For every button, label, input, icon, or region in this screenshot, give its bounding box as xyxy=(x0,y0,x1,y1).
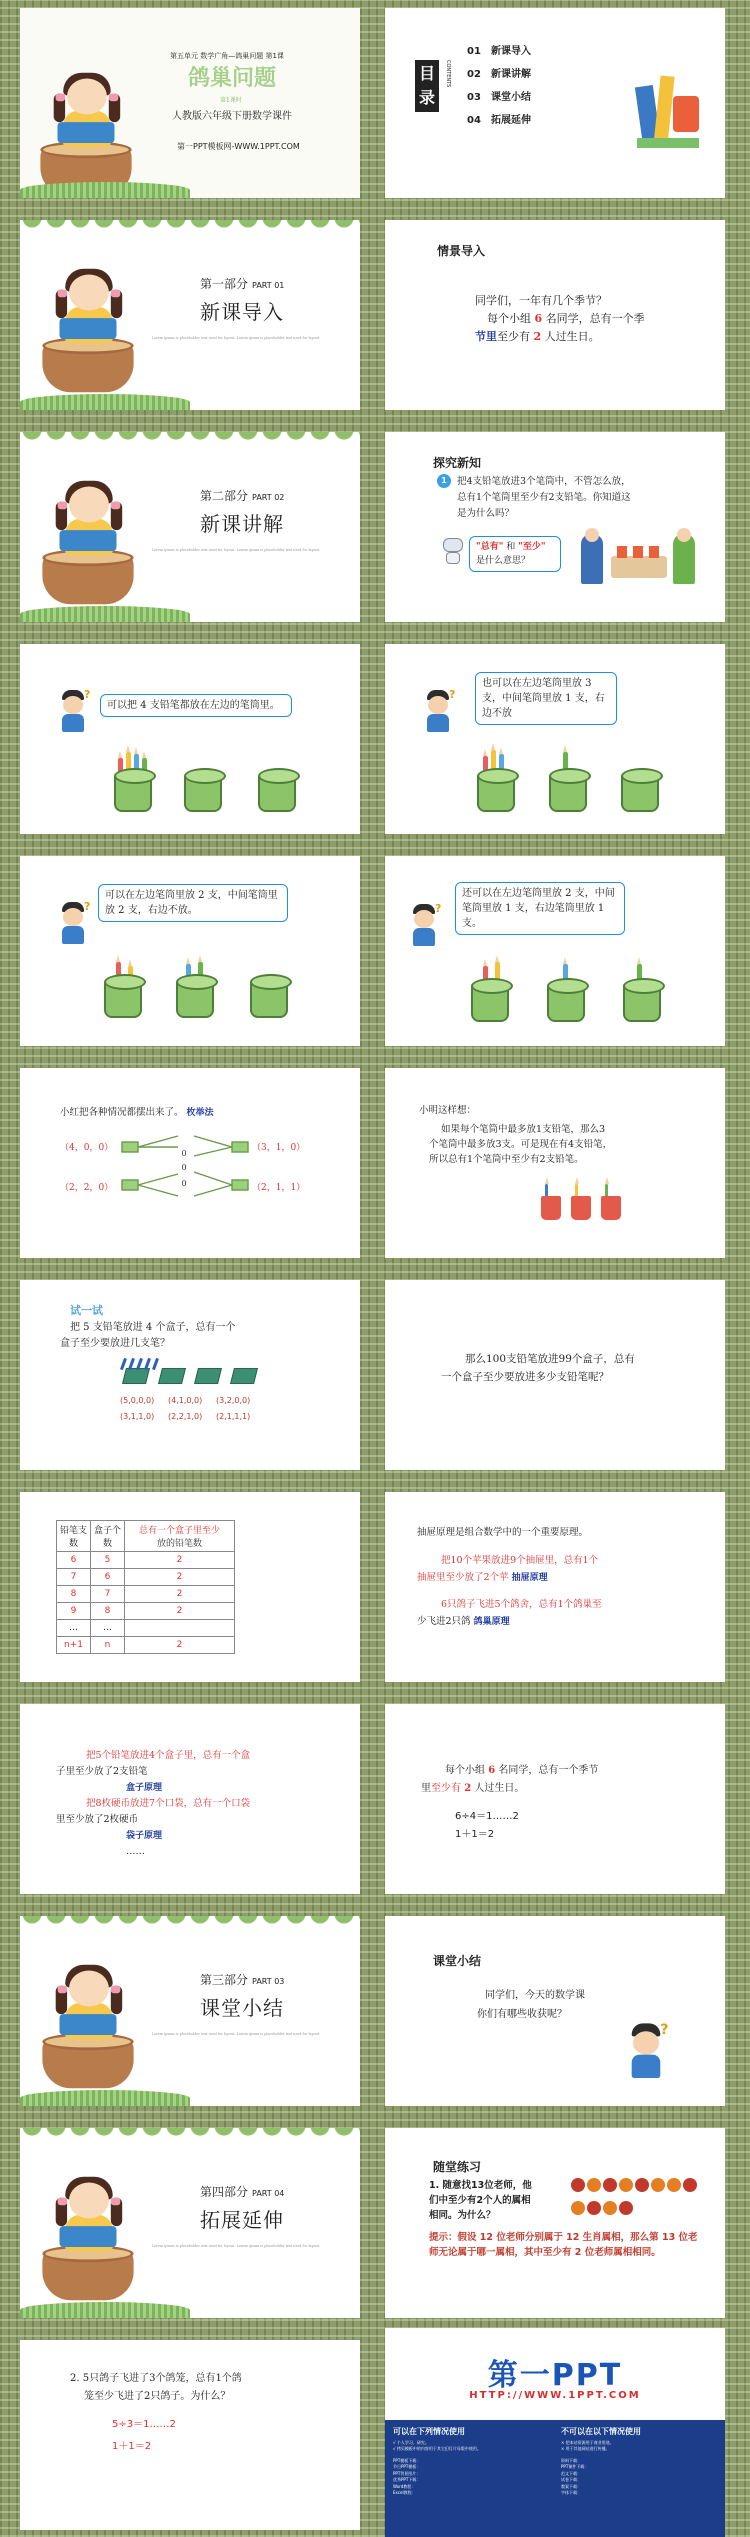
speech-bubble: 可以把 4 支铅笔都放在左边的笔筒里。 xyxy=(100,694,292,717)
speech-bubble: 也可以在左边笔筒里放 3 支，中间笔筒里放 1 支，右边不放 xyxy=(475,672,617,725)
link-item[interactable]: 字体下载： xyxy=(561,2490,581,2496)
zero-label: 0 xyxy=(181,1179,187,1188)
toc-item-4[interactable]: 04 拓展延伸 xyxy=(467,115,531,126)
usage-panel xyxy=(385,2420,725,2537)
table-row: n+1 n 2 xyxy=(57,1637,235,1654)
table-row: 6 5 2 xyxy=(57,1552,235,1569)
slide-try-it[interactable] xyxy=(20,1280,360,1470)
contents-heading xyxy=(415,60,439,112)
enumeration-diagram xyxy=(116,1132,256,1202)
link-item[interactable]: PPT课件下载： xyxy=(561,2464,589,2470)
formula-2: 1＋1＝2 xyxy=(112,2441,152,2452)
slide-case-220[interactable] xyxy=(20,856,360,1046)
slide-cover[interactable] xyxy=(20,8,360,198)
section-part-label: 第一部分 PART 01 xyxy=(200,277,285,291)
pencil-cup-middle xyxy=(184,774,222,812)
zero-label: 0 xyxy=(181,1149,187,1158)
table-row: … … xyxy=(57,1620,235,1637)
forbidden-list: × 把本站资源用于商业用途。 × 用于其他网站进行传播。 xyxy=(561,2440,614,2451)
formula-1: 5÷3＝1……2 xyxy=(112,2419,176,2430)
slide-summary[interactable] xyxy=(385,1916,725,2106)
slide-case-310[interactable] xyxy=(385,644,725,834)
boy-thinking-icon: ? xyxy=(56,902,90,946)
case-3-1-0: （3，1，0） xyxy=(252,1143,306,1153)
link-item[interactable]: Excel教程： xyxy=(393,2490,416,2496)
slide-drawer-principle[interactable] xyxy=(385,1492,725,1682)
section-part-label: 第三部分 PART 03 xyxy=(200,1973,285,1987)
table-row: 7 6 2 xyxy=(57,1569,235,1586)
scallop-decoration xyxy=(20,2128,360,2142)
summary-question: 同学们，今天的数学课 你们有哪些收获呢？ xyxy=(477,1990,585,2020)
slide-xiaoming[interactable] xyxy=(385,1068,725,1258)
scallop-decoration xyxy=(20,432,360,446)
pencil-cup-right xyxy=(623,984,661,1022)
grass-decoration xyxy=(20,2090,190,2106)
question-bubble: "总有" 和 "至少" 是什么意思？ xyxy=(469,536,561,572)
link-item[interactable]: Word教程： xyxy=(393,2483,416,2489)
slide-section-1[interactable] xyxy=(20,220,360,410)
lorem-text: Lorem ipsum is placeholder text used for layout. Lorem ipsum is placeholder text used for layout. xyxy=(152,548,321,552)
section-title: 新课导入 xyxy=(200,300,284,324)
link-item[interactable]: 试卷下载： xyxy=(561,2477,581,2483)
scallop-decoration xyxy=(20,1916,360,1930)
slide-box-principle[interactable] xyxy=(20,1704,360,1894)
boy-thinking-icon: ? xyxy=(421,690,455,734)
link-item[interactable]: PPT模板下载： xyxy=(393,2458,421,2463)
toc-item-3[interactable]: 03 课堂小结 xyxy=(467,92,531,103)
allowed-list: √ 个人学习、研究。 √ 拷贝模板中的内容用于其它幻灯片母版中使用。 xyxy=(393,2440,481,2451)
zodiac-animals-illustration xyxy=(571,2178,701,2222)
lorem-text: Lorem ipsum is placeholder text used for layout. Lorem ipsum is placeholder text used for layout. xyxy=(152,2244,321,2248)
practice-hint: 提示：假设 12 位老师分别属于 12 生肖属相，那么第 13 位老师无论属于哪一属相，其中至少有 2 位老师属相相同。 xyxy=(429,2232,698,2258)
slide-section-3[interactable] xyxy=(20,1916,360,2106)
section-title: 课堂小结 xyxy=(200,1996,284,2020)
pencil-cup-left xyxy=(471,984,509,1022)
enumeration-intro: 小红把各种情况都摆出来了。 枚举法 xyxy=(60,1107,214,1118)
speech-bubble: 还可以在左边笔筒里放 2 支，中间笔筒里放 1 支，右边笔筒里放 1 支。 xyxy=(455,882,625,935)
case-2-2-0: （2，2，0） xyxy=(60,1183,114,1193)
pencil-cup-right xyxy=(621,774,659,812)
pencil-cup-left xyxy=(477,774,515,812)
link-item[interactable]: PPT背景图片： xyxy=(393,2470,421,2476)
table-header: 总有一个盒子里至少 放的铅笔数 xyxy=(125,1521,235,1552)
boy-thinking-icon: ? xyxy=(624,2023,668,2080)
link-item[interactable]: 优秀PPT下载： xyxy=(393,2477,421,2483)
brand-url: HTTP://WWW.1PPT.COM xyxy=(469,2390,641,2401)
table-header: 铅笔支数 xyxy=(57,1521,91,1552)
try-it-question: 把 5 支铅笔放进 4 个盒子，总有一个 盒子至少要放进几支笔？ xyxy=(60,1322,236,1349)
link-item[interactable]: 资料下载： xyxy=(561,2458,581,2463)
formula-2: 1＋1＝2 xyxy=(455,1829,495,1840)
cover-subtitle: 第1课时 xyxy=(220,97,242,104)
links-right xyxy=(561,2458,711,2496)
boy-thinking-icon: ? xyxy=(56,690,90,734)
pencil-cup-middle xyxy=(549,774,587,812)
children-with-cups-illustration xyxy=(581,528,701,588)
boy-thinking-icon: ? xyxy=(407,904,441,948)
scallop-decoration xyxy=(20,220,360,234)
box-principle-text: 把5个铅笔放进4个盒子里，总有一个盒 子里至少放了2支铅笔 盒子原理 把8枚硬币放进7个口袋，总有一个口袋 里至少放了2枚硬币 袋子原理 …… xyxy=(56,1750,251,1857)
girl-reading-illustration xyxy=(31,462,145,605)
contents-char-1: 目 xyxy=(418,64,435,83)
xiaoming-intro: 小明这样想： xyxy=(419,1105,477,1116)
lorem-text: Lorem ipsum is placeholder text used for layout. Lorem ipsum is placeholder text used for layout. xyxy=(152,2032,321,2036)
site-label: 第一PPT模板网-WWW.1PPT.COM xyxy=(177,142,300,151)
pencil-cup-left xyxy=(104,980,142,1018)
link-item[interactable]: 教案下载： xyxy=(561,2483,581,2489)
section-heading: 随堂练习 xyxy=(433,2160,482,2174)
slide-birthday-calc[interactable] xyxy=(385,1704,725,1894)
speech-bubble: 可以在左边笔筒里放 2 支，中间笔筒里放 2 支，右边不放。 xyxy=(98,884,288,922)
table-row: 9 8 2 xyxy=(57,1603,235,1620)
slide-100-pencils[interactable] xyxy=(385,1280,725,1470)
xiaoming-reasoning: 如果每个笔筒中最多放1支铅笔，那么3 个笔筒中最多放3支。可是现在有4支铅笔， 所以总有1个笔筒中至少有2支铅笔。 xyxy=(429,1124,613,1165)
slide-section-4[interactable] xyxy=(20,2128,360,2318)
distribution-row-1: (5,0,0,0) (4,1,0,0) (3,2,0,0) xyxy=(120,1396,251,1405)
slide-explore[interactable] xyxy=(385,432,725,622)
pencil-cup-left xyxy=(114,774,152,812)
formula-1: 6÷4＝1……2 xyxy=(455,1811,519,1822)
unit-label: 第五单元 数学广角—鸽巢问题 第1课 xyxy=(170,52,284,60)
table-header: 盒子个数 xyxy=(91,1521,125,1552)
practice-question: 1. 随意找13位老师，他 们中至少有2个人的属相 相同。为什么？ xyxy=(429,2180,532,2221)
section-part-label: 第四部分 PART 04 xyxy=(200,2185,285,2199)
problem-text: 把4支铅笔放进3个笔筒中，不管怎么放， 总有1个笔筒里至少有2支铅笔。你知道这 是为什么吗？ xyxy=(457,476,631,519)
links-left xyxy=(393,2458,553,2496)
slide-contents[interactable] xyxy=(385,8,725,198)
girl-reading-illustration xyxy=(29,54,143,197)
link-item[interactable]: 节日PPT模板： xyxy=(393,2464,421,2470)
girl-reading-illustration xyxy=(31,250,145,393)
pencil-cup-right xyxy=(250,980,288,1018)
case-4-0-0: （4，0，0） xyxy=(60,1143,114,1153)
toc-list xyxy=(467,40,531,132)
book-label: 人教版六年级下册数学课件 xyxy=(172,111,292,122)
brand-logo: 第一PPT xyxy=(487,2358,623,2393)
pencil-box-table xyxy=(56,1520,235,1654)
brand-header xyxy=(385,2328,725,2420)
cover-title: 鸽巢问题 xyxy=(188,66,277,91)
grass-decoration xyxy=(20,2302,190,2318)
robot-icon xyxy=(441,538,465,566)
pigeons-question: 2. 5只鸽子飞进了3个鸽笼，总有1个鸽 笼至少飞进了2只鸽子。为什么？ xyxy=(70,2373,242,2402)
slide-footer-info[interactable] xyxy=(385,2328,725,2537)
pencil-cup-middle xyxy=(176,980,214,1018)
slide-table[interactable] xyxy=(20,1492,360,1682)
principle-apples: 把10个苹果放进9个抽屉里，总有1个 抽屉里至少放了2个苹 抽屉原理 xyxy=(417,1555,599,1583)
slide-case-400[interactable] xyxy=(20,644,360,834)
grass-decoration xyxy=(20,394,190,410)
girl-reading-illustration xyxy=(31,2158,145,2301)
problem-number-badge: 1 xyxy=(437,474,451,488)
section-title: 拓展延伸 xyxy=(200,2208,284,2232)
section-heading: 情景导入 xyxy=(437,244,486,258)
toc-item-1[interactable]: 01 新课导入 xyxy=(467,46,531,57)
principle-pigeons: 6只鸽子飞进5个鸽舍，总有1个鸽巢至 少飞进2只鸽 鸽巢原理 xyxy=(417,1599,602,1627)
slide-scene-intro[interactable] xyxy=(385,220,725,410)
lorem-text: Lorem ipsum is placeholder text used for layout. Lorem ipsum is placeholder text used for layout. xyxy=(152,336,321,340)
contents-en: CONTENTS xyxy=(445,60,451,88)
slide-pigeons[interactable] xyxy=(20,2340,360,2530)
case-2-1-1: （2，1，1） xyxy=(252,1183,306,1193)
toc-item-2[interactable]: 02 新课讲解 xyxy=(467,69,531,80)
section-part-label: 第二部分 PART 02 xyxy=(200,489,285,503)
zero-label: 0 xyxy=(181,1163,187,1172)
birthday-statement: 每个小组 6 名同学，总有一个季节 里至少有 2 人过生日。 xyxy=(421,1765,599,1794)
section-heading: 探究新知 xyxy=(433,456,482,470)
pencil-cup-right xyxy=(258,774,296,812)
grass-decoration xyxy=(20,182,190,198)
pencil-cup-middle xyxy=(547,984,585,1022)
contents-char-2: 录 xyxy=(418,88,435,107)
try-it-tag: 试一试 xyxy=(70,1304,103,1317)
hundred-pencils-question: 那么100支铅笔放进99个盒子，总有 一个盒子至少要放进多少支铅笔呢？ xyxy=(441,1353,635,1383)
stationery-illustration xyxy=(633,56,703,156)
link-item[interactable]: 范文下载： xyxy=(561,2470,581,2476)
grass-decoration xyxy=(20,606,190,622)
allowed-heading: 可以在下列情况使用 xyxy=(393,2427,465,2436)
slide-practice[interactable] xyxy=(385,2128,725,2318)
section-title: 新课讲解 xyxy=(200,512,284,536)
slide-section-2[interactable] xyxy=(20,432,360,622)
forbidden-heading: 不可以在以下情况使用 xyxy=(561,2427,641,2436)
table-row: 8 7 2 xyxy=(57,1586,235,1603)
principle-intro: 抽屉原理是组合数学中的一个重要原理。 xyxy=(417,1527,589,1538)
slide-enumeration[interactable] xyxy=(20,1068,360,1258)
distribution-row-2: (3,1,1,0) (2,2,1,0) (2,1,1,1) xyxy=(120,1412,251,1421)
girl-reading-illustration xyxy=(31,1946,145,2089)
scene-question: 同学们，一年有几个季节？ 每个小组 6 名同学，总有一个季 节里至少有 2 人过生日。 xyxy=(475,294,645,343)
slide-case-211[interactable] xyxy=(385,856,725,1046)
section-heading: 课堂小结 xyxy=(433,1954,482,1968)
